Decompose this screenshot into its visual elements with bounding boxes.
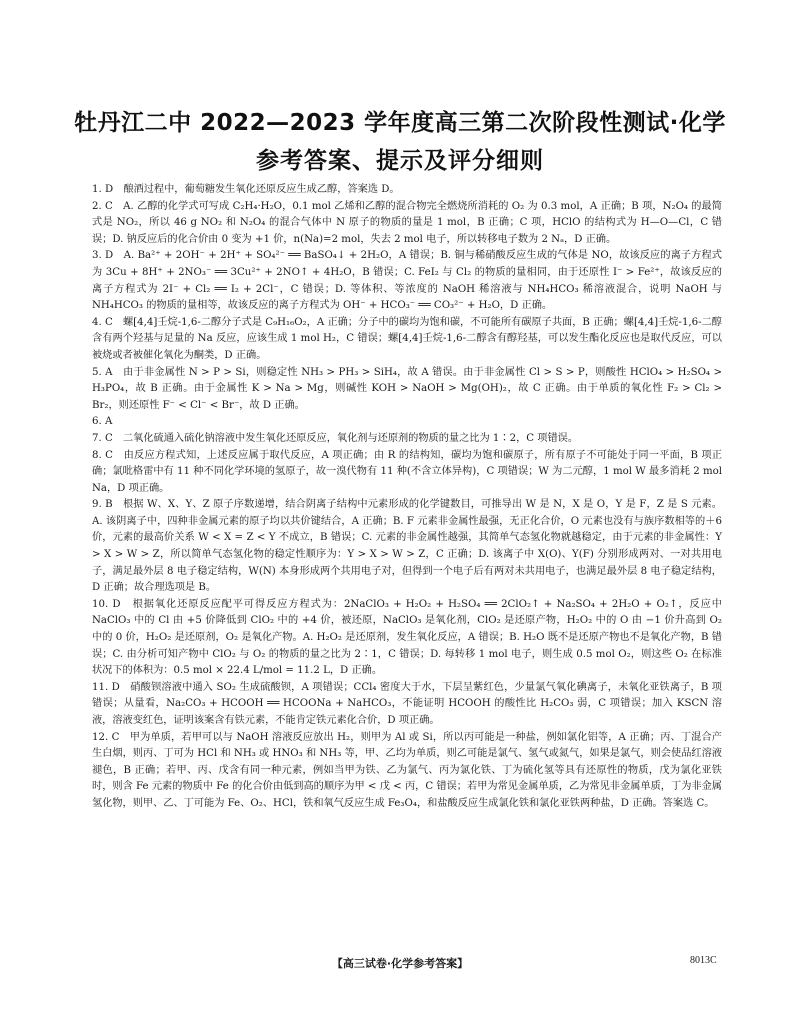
answer-item: 6. A xyxy=(92,416,113,428)
answer-item: 8. C 由反应方程式知，上述反应属于取代反应，A 项正确；由 R 的结构知，碳均为饱和碳原子，所有原子不可能处于同一平面，B 项正确；氯吡格雷中有 11 种不同化学环境的氢原子，故一溴代物有 11 种(不含立体异构)，C 项错误；W 为二元醇，1 mol W 最多消耗 2 mol Na，D 项正确。 xyxy=(92,449,722,494)
answer-item: 12. C 甲为单质，若甲可以与 NaOH 溶液反应放出 H₂，则甲为 Al 或 Si，所以丙可能是一种盐，例如氯化铝等，A 正确；丙、丁混合产生白烟，则丙、丁可为 HCl 和 NH₃ 或 HNO₃ 和 NH₃ 等，甲、乙均为单质，则乙可能是氯气、氢气或氮气，如果是氯气，则会使品红溶液褪色，B 正确；若甲、丙、戊含有同一种元素，例如当甲为铁、乙为氯气、丙为氯化铁、丁为硫化氢等具有还原性的物质，戊为氯化亚铁时，则含 Fe 元素的物质中 Fe 的化合价由低到高的顺序为甲 < 戊 < 丙，C 错误；若甲为常见金属单质，乙为常见非金属单质，丁为非金属氢化物，则甲、乙、丁可能为 Fe、O₂、HCl，铁和氧气反应生成 Fe₃O₄，和盐酸反应生成氯化铁和氯化亚铁两种盐，D 正确。答案选 C。 xyxy=(92,731,722,809)
footer-code: 8013C xyxy=(690,955,717,966)
answer-item: 4. C 螺[4,4]壬烷-1,6-二醇分子式是 C₉H₁₆O₂，A 正确；分子中的碳均为饱和碳，不可能所有碳原子共面，B 正确；螺[4,4]壬烷-1,6-二醇含有两个羟基与足量的 Na 反应，应该生成 1 mol H₂，C 错误；螺[4,4]壬烷-1,6-二醇含有醇羟基，可以发生酯化反应也是取代反应，可以被烧或者被催化氧化为酮类，D 正确。 xyxy=(92,316,722,361)
answer-item: 1. D 酿酒过程中，葡萄糖发生氧化还原反应生成乙醇，答案选 D。 xyxy=(92,184,400,195)
document-subtitle: 参考答案、提示及评分细则 xyxy=(256,148,544,174)
document-title: 牡丹江二中 2022—2023 学年度高三第二次阶段性测试·化学 xyxy=(74,110,726,136)
answer-item: 9. B 根据 W、X、Y、Z 原子序数递增，结合阴离子结构中元素形成的化学键数目，可推导出 W 是 N，X 是 O，Y 是 F，Z 是 S 元素。A. 该阴离子中，四种非金属元素的原子均以共价键结合，A 正确；B. F 元素非金属性最强，无正化合价，O 元素也没有与族序数相等的＋6 价，元素的最高价关系 W < X = Z < Y 不成立，B 错误；C. 元素的非金属性越强，其简单气态氢化物就越稳定，由于元素的非金属性：Y > X > W > Z，所以简单气态氢化物的稳定性顺序为：Y > X > W > Z，C 正确；D. 该离子中 X(O)、Y(F) 分别形成两对、一对共用电子，满足最外层 8 电子稳定结构，W(N) 本身形成两个共用电子对，但得到一个电子后有两对未共用电子，也满足最外层 8 电子稳定结构，D 正确；故合理选项是 B。 xyxy=(92,499,722,594)
answer-item: 3. D A. Ba²⁺ + 2OH⁻ + 2H⁺ + SO₄²⁻ ══ BaSO₄↓ + 2H₂O，A 错误；B. 铜与稀硝酸反应生成的气体是 NO，故该反应的离子方程式为 3Cu + 8H⁺ + 2NO₃⁻ ══ 3Cu²⁺ + 2NO↑ + 4H₂O，B 错误；C. FeI₂ 与 Cl₂ 的物质的量相同，由于还原性 I⁻ > Fe²⁺，故该反应的离子方程式为 2I⁻ + Cl₂ ══ I₂ + 2Cl⁻，C 错误；D. 等体积、等浓度的 NaOH 稀溶液与 NH₄HCO₃ 稀溶液混合，说明 NaOH 与 NH₄HCO₃ 的物质的量相等，故该反应的离子方程式为 OH⁻ + HCO₃⁻ ══ CO₃²⁻ + H₂O，D 正确。 xyxy=(92,250,722,312)
answer-item: 10. D 根据氧化还原反应配平可得反应方程式为：2NaClO₃ + H₂O₂ + H₂SO₄ ══ 2ClO₂↑ + Na₂SO₄ + 2H₂O + O₂↑，反应中 NaClO₃ 中的 Cl 由 +5 价降低到 ClO₂ 中的 +4 价，被还原，NaClO₃ 是氧化剂，ClO₂ 是还原产物，H₂O₂ 中的 O 由 −1 价升高到 O₂ 中的 0 价，H₂O₂ 是还原剂，O₂ 是氧化产物。A. H₂O₂ 是还原剂，发生氧化反应，A 错误；B. H₂O 既不是还原产物也不是氧化产物，B 错误；C. 由分析可知产物中 ClO₂ 与 O₂ 的物质的量之比为 2∶1，C 错误；D. 每转移 1 mol 电子，则生成 0.5 mol O₂，则这些 O₂ 在标准状况下的体积为：0.5 mol × 22.4 L/mol = 11.2 L，D 正确。 xyxy=(92,598,722,677)
answer-list xyxy=(92,182,722,813)
answer-item: 2. C A. 乙醇的化学式可写成 C₂H₄·H₂O，0.1 mol 乙烯和乙醇的混合物完全燃烧所消耗的 O₂ 为 0.3 mol，A 正确；B 项，N₂O₄ 的最简式是 NO₂，所以 46 g NO₂ 和 N₂O₄ 的混合气体中 N 原子的物质的量是 1 mol，B 正确；C 项，HClO 的结构式为 H—O—Cl，C 错误；D. 钠反应后的化合价由 0 变为 +1 价，n(Na)=2 mol，失去 2 mol 电子，所以转移电子数为 2 Nₐ，D 正确。 xyxy=(92,200,722,245)
answer-item: 5. A 由于非金属性 N > P > Si，则稳定性 NH₃ > PH₃ > SiH₄，故 A 错误。由于非金属性 Cl > S > P，则酸性 HClO₄ > H₂SO₄ > H₃PO₄，故 B 正确。由于金属性 K > Na > Mg，则碱性 KOH > NaOH > Mg(OH)₂，故 C 正确。由于单质的氧化性 F₂ > Cl₂ > Br₂，则还原性 F⁻ < Cl⁻ < Br⁻，故 D 正确。 xyxy=(92,366,722,411)
answer-item: 7. C 二氧化硫通入硫化钠溶液中发生氧化还原反应，氧化剂与还原剂的物质的量之比为 1∶2，C 项错误。 xyxy=(92,432,579,444)
answer-item: 11. D 硝酸钡溶液中通入 SO₂ 生成硫酸钡，A 项错误；CCl₄ 密度大于水，下层呈紫红色，少量氯气氧化碘离子，未氧化亚铁离子，B 项错误；从量看，Na₂CO₃ + HCOOH ══ HCOONa + NaHCO₃，不能证明 HCOOH 的酸性比 H₂CO₃ 弱，C 项错误；加入 KSCN 溶液，溶液变红色，证明该案含有铁元素，不能肯定铁元素化合价，D 项正确。 xyxy=(92,681,722,726)
footer-label: 【高三试卷·化学参考答案】 xyxy=(331,957,469,970)
